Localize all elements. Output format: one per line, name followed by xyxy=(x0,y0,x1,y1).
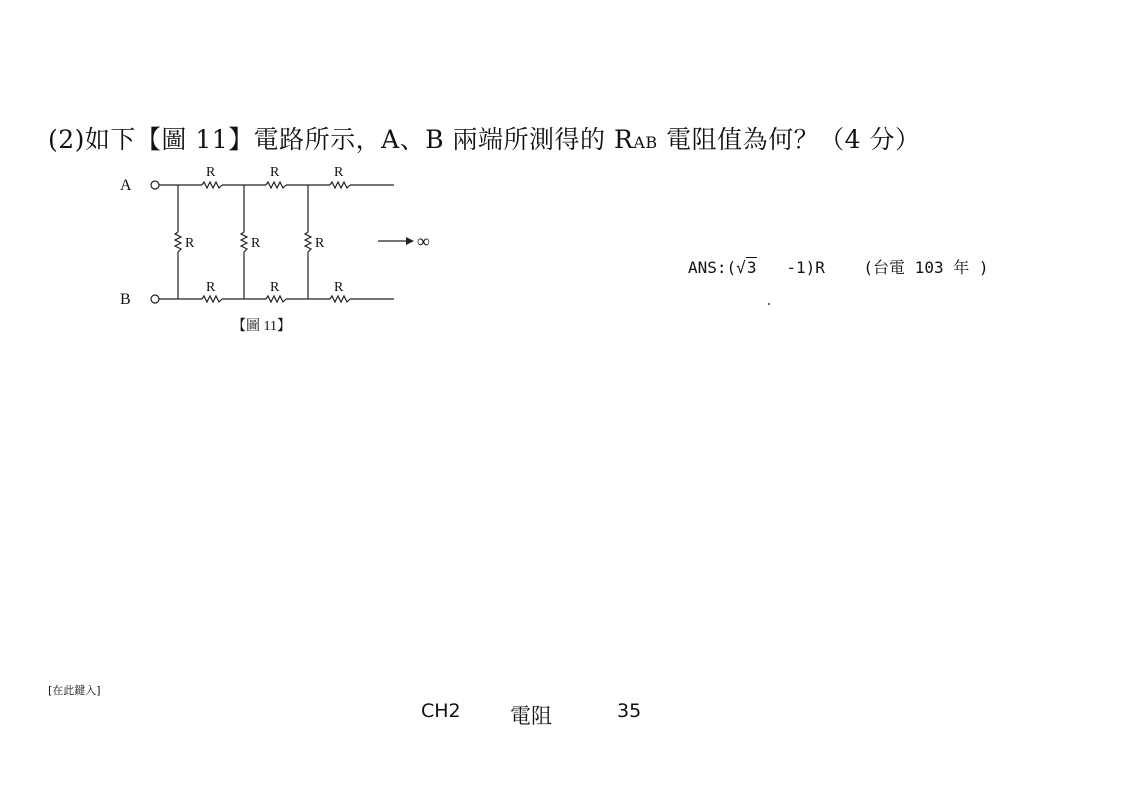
r-label-bottom-3: R xyxy=(334,280,344,295)
answer-text xyxy=(688,255,988,278)
question-subscript: AB xyxy=(633,133,658,152)
node-b-label: B xyxy=(120,291,131,308)
node-a-label: A xyxy=(120,177,132,194)
r-label-bottom-1: R xyxy=(206,280,216,295)
shunt-resistor-2 xyxy=(241,232,247,252)
infinity-symbol: ∞ xyxy=(417,231,430,251)
shunt-resistor-1 xyxy=(175,232,181,252)
footer-chapter: CH2 xyxy=(421,700,461,722)
shunt-resistor-3 xyxy=(305,232,311,252)
r-label-shunt-3: R xyxy=(315,236,325,251)
top-resistor-1 xyxy=(202,182,222,188)
r-label-shunt-1: R xyxy=(185,236,195,251)
r-label-top-3: R xyxy=(334,165,344,180)
answer-prefix: ANS:( xyxy=(688,258,737,277)
terminal-b xyxy=(151,295,159,303)
sqrt-radicand: 3 xyxy=(746,258,757,277)
bottom-resistor-3 xyxy=(330,296,350,302)
sqrt-expression xyxy=(736,258,757,277)
r-label-bottom-2: R xyxy=(270,280,280,295)
footer-topic: 電阻 xyxy=(510,704,552,728)
bottom-resistor-1 xyxy=(202,296,222,302)
footer-page-number: 35 xyxy=(617,700,642,722)
arrow-head-icon xyxy=(406,237,414,245)
r-label-top-1: R xyxy=(206,165,216,180)
stray-dot xyxy=(768,303,770,305)
figure-caption: 【圖 11】 xyxy=(232,319,291,334)
answer-suffix: -1)R (台電 103 年 ) xyxy=(757,258,989,277)
r-label-top-2: R xyxy=(270,165,280,180)
top-resistor-3 xyxy=(330,182,350,188)
ladder-circuit-diagram xyxy=(110,160,450,340)
terminal-a xyxy=(151,181,159,189)
question-suffix: 電阻值為何？（4 分） xyxy=(657,125,921,154)
top-resistor-2 xyxy=(266,182,286,188)
header-placeholder[interactable]: [在此鍵入] xyxy=(48,684,101,697)
r-label-shunt-2: R xyxy=(251,236,261,251)
question-prefix: (2)如下【圖 11】電路所示，A、B 兩端所測得的 R xyxy=(48,125,634,154)
bottom-resistor-2 xyxy=(266,296,286,302)
sqrt-symbol: √ xyxy=(736,258,746,277)
question-text xyxy=(48,120,920,156)
